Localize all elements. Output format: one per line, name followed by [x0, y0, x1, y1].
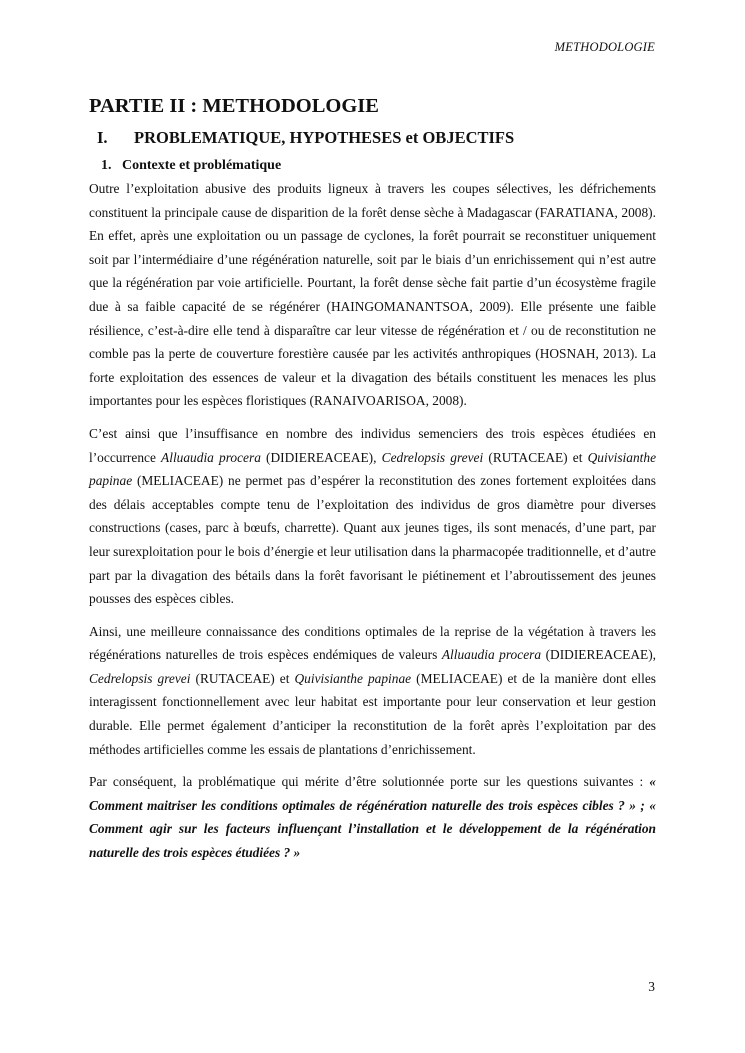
subsection-number: 1. [101, 158, 112, 173]
text-run: (MELIACEAE) ne permet pas d’espérer la reconstitution des zones fortement exploitées dans des délais acceptables compte tenu de l’exploitation des individus de gros diamètre pour diverses constructions (cases, parc à bœufs, charrette). Quant aux jeunes tiges, ils sont menacés, d’une part, par leur surexploitation pour le bois d’énergie et leur utilisation dans la pharmacopée traditionnelle, et d’autre part par la divagation des bétails dans la forêt favorisant le piétinement et l’abroutissement des jeunes pousses des espèces cibles. [89, 473, 656, 607]
part-title: PARTIE II : METHODOLOGIE [89, 95, 379, 117]
species-name: Quivisianthe papinae [89, 449, 657, 489]
paragraph-species-threats [89, 422, 656, 611]
paragraph-context: Outre l’exploitation abusive des produits ligneux à travers les coupes sélectives, les défrichements constituent la principale cause de disparition de la forêt dense sèche à Madagascar (FARATIANA, 2008). En effet, après une exploitation ou un passage de cyclones, la forêt pourrait se reconstituer uniquement soit par l’intermédiaire d’une régénération naturelle, soit par le biais d’un enrichissement qui n’est autre que la régénération par voie artificielle. Pourtant, la forêt dense sèche fait partie d’un écosystème fragile due à sa faible capacité de se régénérer (HAINGOMANANTSOA, 2009). Elle présente une faible résilience, c’est-à-dire elle tend à disparaître car leur vitesse de régénération et / ou de reconstitution ne comble pas la perte de couverture forestière causée par les activités anthropiques (HOSNAH, 2013). La forte exploitation des essences de valeur et la divagation des bétails constituent les menaces les plus importantes pour les espèces floristiques (RANAIVOARISOA, 2008). [89, 181, 656, 409]
text-run: C’est ainsi que l’insuffisance en nombre des individus semenciers des trois espèces étudiées en l’occurrence [89, 425, 656, 465]
text-run: (RUTACEAE) et [483, 449, 588, 465]
page-content [89, 93, 656, 865]
text-run: (RUTACEAE) et [190, 670, 295, 686]
text-run: Par conséquent, la problématique qui mérite d’être solutionnée porte sur les questions suivantes : [89, 774, 650, 790]
text-run: (DIDIEREACEAE), [541, 647, 657, 663]
paragraph-knowledge [89, 620, 656, 762]
section-heading [97, 127, 656, 149]
section-title: PROBLEMATIQUE, HYPOTHESES et OBJECTIFS [134, 128, 515, 147]
species-name: Alluaudia procera [161, 449, 261, 465]
paragraph-problem-statement [89, 770, 656, 864]
section-number: I. [97, 128, 108, 147]
research-questions: « Comment maitriser les conditions optimales de régénération naturelle des trois espèces cibles ? » ; « Comment agir sur les facteurs influençant l’installation et le développement de la régénération naturelle des trois espèces étudiées ? » [89, 774, 656, 861]
subsection-heading [101, 156, 656, 175]
page-number: 3 [648, 979, 655, 994]
species-name: Cedrelopsis grevei [381, 449, 484, 465]
text-run: Ainsi, une meilleure connaissance des conditions optimales de la reprise de la végétation à travers les régénérations naturelles de trois espèces endémiques de valeurs [89, 623, 656, 663]
text-run: (DIDIEREACEAE), [260, 449, 382, 465]
species-name: Quivisianthe papinae [294, 670, 412, 686]
species-name: Alluaudia procera [441, 647, 542, 663]
subsection-title: Contexte et problématique [122, 158, 282, 173]
text-run: (MELIACEAE) et de la manière dont elles interagissent fonctionnellement avec leur habitat est importante pour leur conservation et leur gestion durable. Elle permet également d’anticiper la reconstitution de la forêt après l’exploitation par des méthodes artificielles comme les essais de plantations d’enrichissement. [89, 670, 657, 757]
running-header: METHODOLOGIE [554, 40, 655, 54]
species-name: Cedrelopsis grevei [89, 670, 191, 686]
